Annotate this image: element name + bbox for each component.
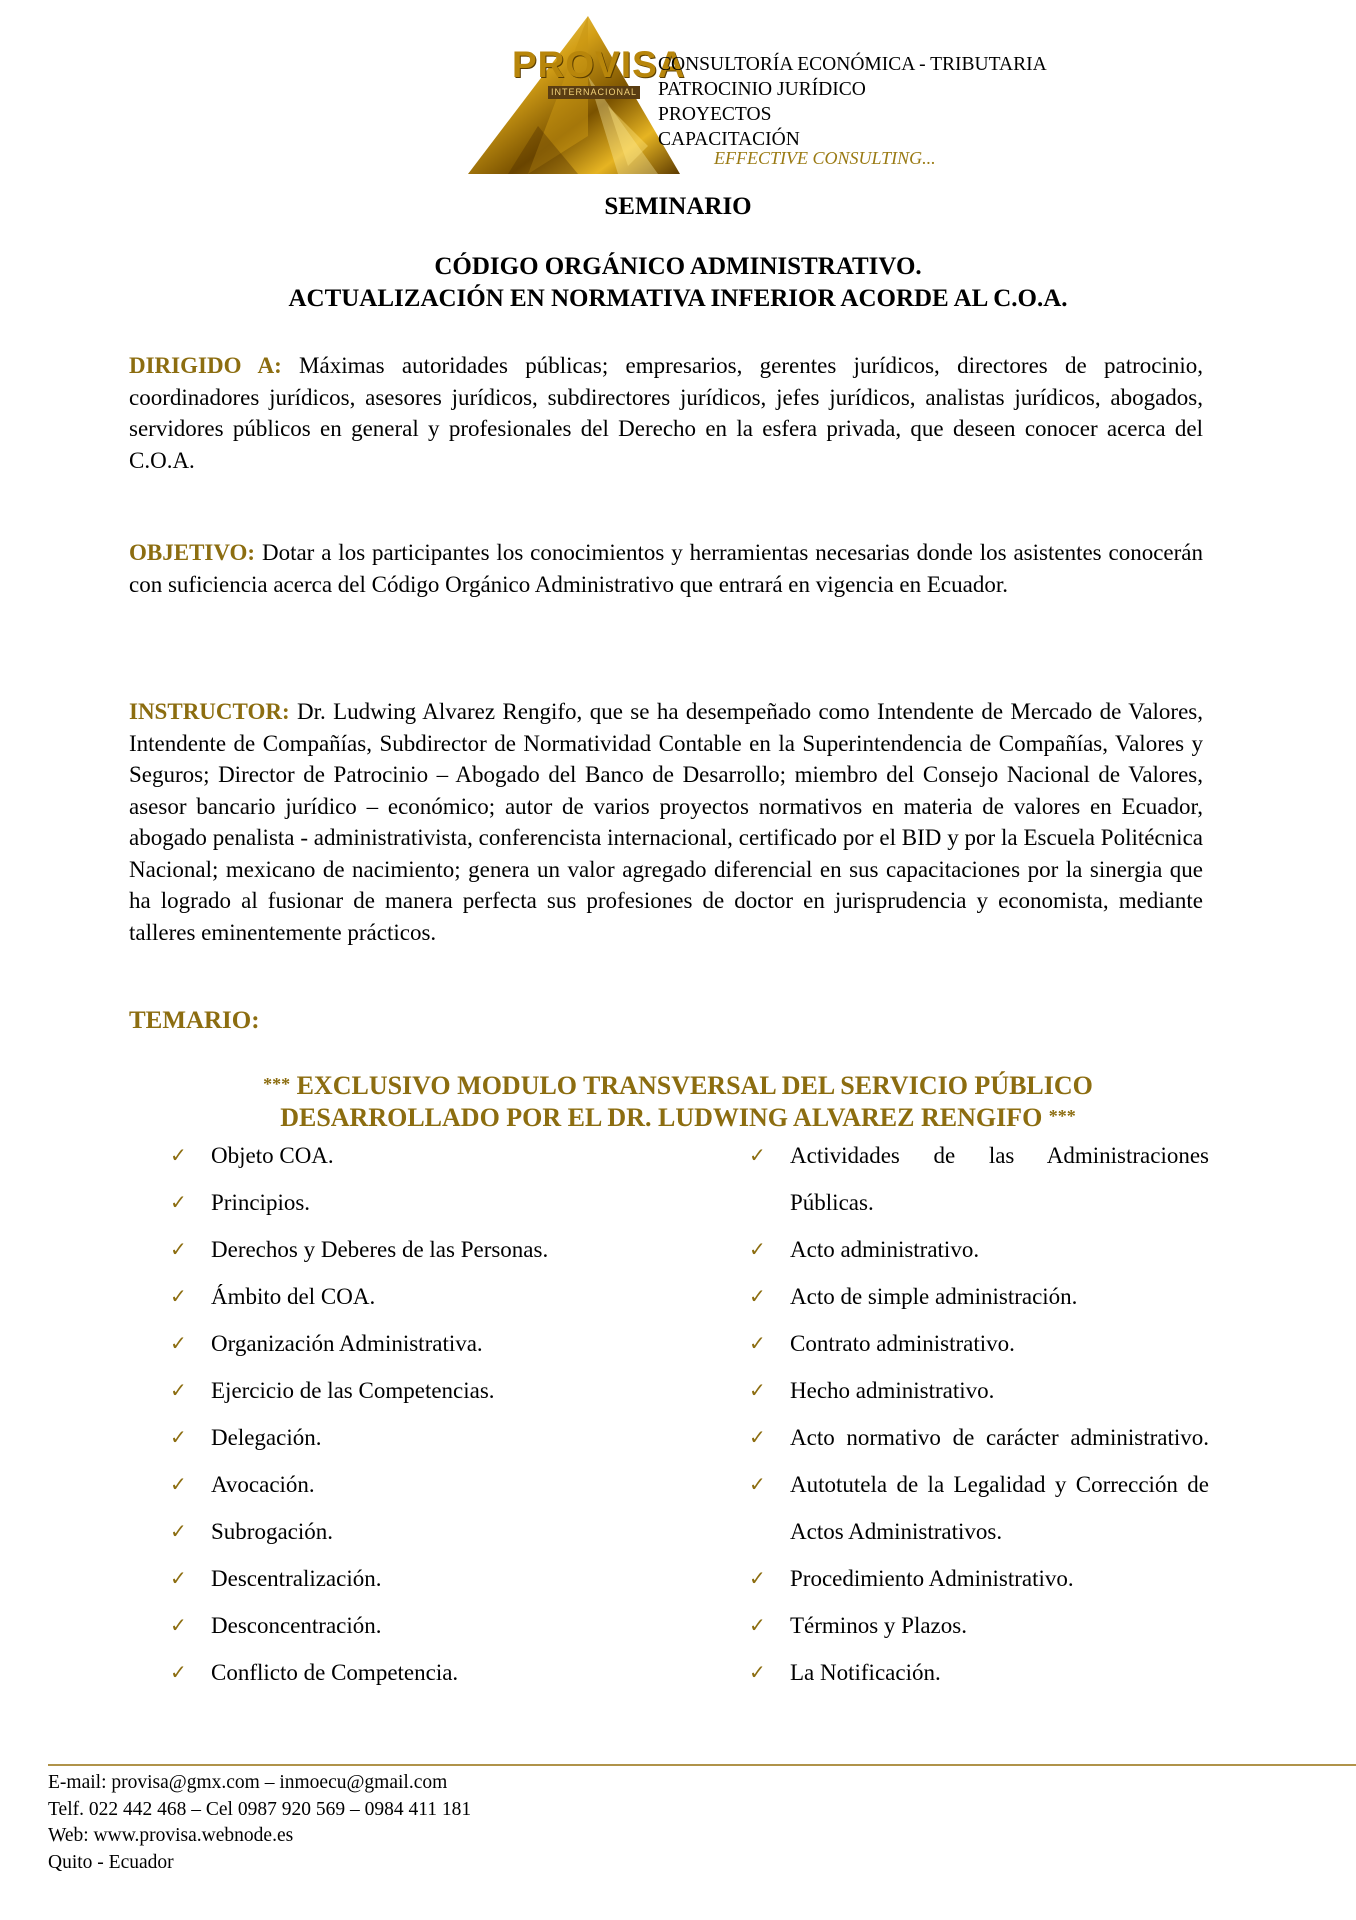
- module-title-line-2: [0, 1103, 1356, 1133]
- checkmark-icon: ✓: [749, 1143, 766, 1167]
- seminar-heading: SEMINARIO: [604, 193, 752, 220]
- checkmark-icon: ✓: [170, 1472, 187, 1496]
- footer-web: Web: www.provisa.webnode.es: [48, 1825, 294, 1846]
- temario-list-left: [170, 1132, 640, 1696]
- list-item: ✓ Contrato administrativo.: [749, 1320, 1209, 1367]
- checkmark-icon: ✓: [170, 1519, 187, 1543]
- service-item: CAPACITACIÓN: [658, 129, 800, 150]
- stars-right: ***: [1048, 1106, 1076, 1126]
- tagline: EFFECTIVE CONSULTING...: [714, 148, 936, 168]
- temario-heading: TEMARIO:: [129, 1007, 260, 1034]
- footer-divider: [48, 1764, 1356, 1766]
- objetivo-text: Dotar a los participantes los conocimientos y herramientas necesarias donde los asistentes conocerán con suficiencia acerca del Código Orgánico Administrativo que entrará en vigencia en Ecuador.: [129, 540, 1203, 597]
- list-item: ✓ Acto administrativo.: [749, 1226, 1209, 1273]
- services-list: [658, 52, 1047, 152]
- checkmark-icon: ✓: [749, 1566, 766, 1590]
- instructor-label: INSTRUCTOR:: [129, 699, 290, 724]
- list-item: ✓ Desconcentración.: [170, 1602, 640, 1649]
- list-item: ✓ Organización Administrativa.: [170, 1320, 640, 1367]
- list-item: ✓ Términos y Plazos.: [749, 1602, 1209, 1649]
- list-item: ✓ Actividades de las Administraciones Públicas.: [749, 1132, 1209, 1226]
- list-item: ✓ Acto de simple administración.: [749, 1273, 1209, 1320]
- instructor-text: Dr. Ludwing Alvarez Rengifo, que se ha desempeñado como Intendente de Mercado de Valores, Intendente de Compañías, Subdirector de Normatividad Contable en la Superintendencia de Compañías, Valores y Seguros; Director de Patrocinio – Abogado del Banco de Desarrollo; miembro del Consejo Nacional de Valores, asesor bancario jurídico – económico; autor de varios proyectos normativos en materia de valores en Ecuador, abogado penalista - administrativista, conferencista internacional, certificado por el BID y por la Escuela Politécnica Nacional; mexicano de nacimiento; genera un valor agregado diferencial en sus capacitaciones por la sinergia que ha logrado al fusionar de manera perfecta sus profesiones de doctor en jurisprudencia y economista, mediante talleres eminentemente prácticos.: [129, 699, 1204, 945]
- service-item: CONSULTORÍA ECONÓMICA - TRIBUTARIA: [658, 54, 1047, 75]
- list-item: ✓ Ámbito del COA.: [170, 1273, 640, 1320]
- objetivo-paragraph: [129, 537, 1203, 600]
- checkmark-icon: ✓: [749, 1613, 766, 1637]
- checkmark-icon: ✓: [170, 1284, 187, 1308]
- service-item: PROYECTOS: [658, 104, 772, 125]
- checkmark-icon: ✓: [170, 1425, 187, 1449]
- dirigido-label: DIRIGIDO A:: [129, 353, 282, 378]
- checkmark-icon: ✓: [170, 1613, 187, 1637]
- checkmark-icon: ✓: [749, 1472, 766, 1496]
- brand-name: PROVISA: [512, 44, 686, 85]
- checkmark-icon: ✓: [749, 1331, 766, 1355]
- list-item: ✓ Avocación.: [170, 1461, 640, 1508]
- brand-subtitle: INTERNACIONAL: [548, 86, 640, 99]
- footer-email: E-mail: provisa@gmx.com – inmoecu@gmail.com: [48, 1772, 448, 1793]
- list-item: ✓ Ejercicio de las Competencias.: [170, 1367, 640, 1414]
- list-item: ✓ Descentralización.: [170, 1555, 640, 1602]
- module-line-1-text: EXCLUSIVO MODULO TRANSVERSAL DEL SERVICIO PÚBLICO: [296, 1071, 1093, 1100]
- dirigido-text: Máximas autoridades públicas; empresarios, gerentes jurídicos, directores de patrocinio, coordinadores jurídicos, asesores jurídicos, subdirectores jurídicos, jefes jurídicos, analistas jurídicos, abogados, servidores públicos en general y profesionales del Derecho en la esfera privada, que deseen conocer acerca del C.O.A.: [129, 353, 1204, 473]
- dirigido-paragraph: [129, 350, 1203, 476]
- checkmark-icon: ✓: [170, 1143, 187, 1167]
- checkmark-icon: ✓: [170, 1566, 187, 1590]
- title-line-2: ACTUALIZACIÓN EN NORMATIVA INFERIOR ACORDE AL C.O.A.: [288, 285, 1068, 312]
- checkmark-icon: ✓: [170, 1660, 187, 1684]
- checkmark-icon: ✓: [170, 1237, 187, 1261]
- list-item: ✓ Conflicto de Competencia.: [170, 1649, 640, 1696]
- checkmark-icon: ✓: [170, 1190, 187, 1214]
- list-item: ✓ Autotutela de la Legalidad y Corrección de Actos Administrativos.: [749, 1461, 1209, 1555]
- checkmark-icon: ✓: [749, 1660, 766, 1684]
- checkmark-icon: ✓: [170, 1378, 187, 1402]
- list-item: ✓ La Notificación.: [749, 1649, 1209, 1696]
- list-item: ✓ Principios.: [170, 1179, 640, 1226]
- list-item: ✓ Objeto COA.: [170, 1132, 640, 1179]
- service-item: PATROCINIO JURÍDICO: [658, 79, 866, 100]
- list-item: ✓ Procedimiento Administrativo.: [749, 1555, 1209, 1602]
- list-item: ✓ Subrogación.: [170, 1508, 640, 1555]
- footer-contact: [48, 1770, 471, 1876]
- objetivo-label: OBJETIVO:: [129, 540, 256, 565]
- footer-phone: Telf. 022 442 468 – Cel 0987 920 569 – 0984 411 181: [48, 1798, 472, 1820]
- temario-list-right: [749, 1132, 1209, 1696]
- list-item: ✓ Delegación.: [170, 1414, 640, 1461]
- checkmark-icon: ✓: [749, 1237, 766, 1261]
- list-item: ✓ Acto normativo de carácter administrativo.: [749, 1414, 1209, 1461]
- checkmark-icon: ✓: [749, 1378, 766, 1402]
- title-line-1: CÓDIGO ORGÁNICO ADMINISTRATIVO.: [434, 253, 922, 280]
- stars-left: ***: [263, 1074, 291, 1094]
- checkmark-icon: ✓: [749, 1284, 766, 1308]
- instructor-paragraph: [129, 696, 1203, 948]
- checkmark-icon: ✓: [749, 1425, 766, 1449]
- module-line-2-text: DESARROLLADO POR EL DR. LUDWING ALVAREZ RENGIFO: [280, 1103, 1043, 1132]
- module-title-line-1: [0, 1071, 1356, 1101]
- list-item: ✓ Derechos y Deberes de las Personas.: [170, 1226, 640, 1273]
- footer-city: Quito - Ecuador: [48, 1851, 174, 1873]
- checkmark-icon: ✓: [170, 1331, 187, 1355]
- list-item: ✓ Hecho administrativo.: [749, 1367, 1209, 1414]
